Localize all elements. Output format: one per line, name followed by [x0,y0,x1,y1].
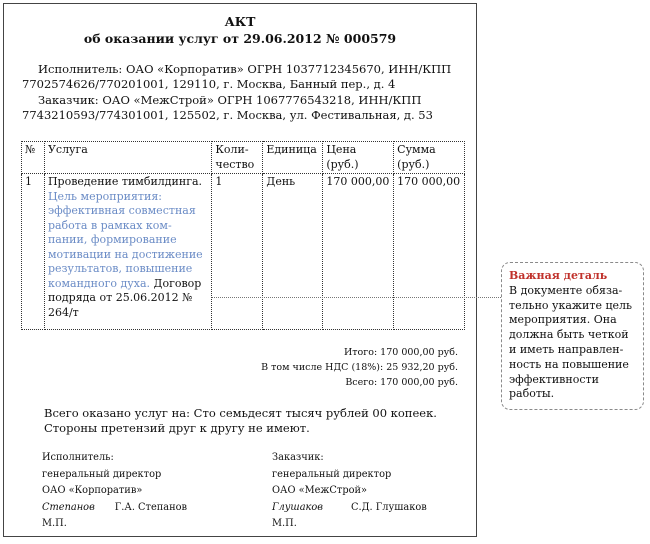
document-title: АКТ [224,14,256,29]
col-qty-header: Коли- чество [212,142,263,174]
customer-stamp: М.П. [272,518,297,529]
table-row [22,174,465,330]
customer-details [22,93,462,123]
col-service-header: Услуга [44,142,211,174]
customer-line-2: 7743210593/774301001, 125502, г. Москва, ул. Фестивальная, д. 53 [22,108,433,122]
executor-position: генеральный директор [42,468,162,480]
executor-signature-block [42,450,187,533]
col-sum-header: Сумма (руб.) [394,142,465,174]
important-note-callout [501,262,644,410]
executor-name: Г.А. Степанов [114,501,188,513]
grand-total-line: Всего: 170 000,00 руб. [345,377,458,388]
services-table [21,141,465,330]
col-price-header: Цена (руб.) [323,142,394,174]
total-line: Итого: 170 000,00 руб. [344,347,458,358]
customer-name: С.Д. Глушаков [350,501,427,513]
table-header-row [22,142,465,174]
row-price: 170 000,00 [323,174,394,330]
service-contract: Договор подряда от 25.06.2012 № 264/т [47,276,202,319]
row-sum: 170 000,00 [394,174,465,330]
executor-line-1: Исполнитель: ОАО «Корпоратив» ОГРН 1037712345670, ИНН/КПП [38,62,452,76]
note-heading: Важная деталь [509,269,608,282]
note-text: В документе обяза-тельно укажите цель мероприятия. Она должна быть четкой и иметь направлен-ность на повышение эффективности работы. [509,283,633,401]
service-title: Проведение тимбилдинга. [47,175,203,188]
executor-signature: Степанов [42,501,95,513]
row-service [44,174,211,330]
row-qty: 1 [212,174,263,330]
customer-org: ОАО «МежСтрой» [272,485,368,496]
customer-position: генеральный директор [272,468,392,480]
summary-text [44,406,464,436]
vat-line: В том числе НДС (18%): 25 932,20 руб. [261,362,458,373]
col-num-header: № [22,142,45,174]
executor-stamp: М.П. [42,518,67,529]
executor-label: Исполнитель: [42,452,114,463]
customer-label: Заказчик: [272,452,324,463]
callout-connector [212,297,501,298]
summary-line-1: Всего оказано услуг на: Сто семьдесят тысяч рублей 00 копеек. [44,406,437,420]
act-document [3,3,477,537]
row-unit: День [263,174,323,330]
summary-line-2: Стороны претензий друг к другу не имеют. [44,421,310,435]
executor-line-2: 7702574626/770201001, 129110, г. Москва, Банный пер., д. 4 [22,77,396,91]
executor-details [22,62,462,92]
customer-signature-block [272,450,427,533]
customer-line-1: Заказчик: ОАО «МежСтрой» ОГРН 1067776543218, ИНН/КПП [38,93,422,107]
col-unit-header: Единица [263,142,323,174]
row-num: 1 [22,174,45,330]
document-subtitle: об оказании услуг от 29.06.2012 № 000579 [83,31,397,46]
service-purpose: Цель мероприятия: эффективная совместная работа в рамках ком-пании, формирование мотивации на достижение результатов, повышение командного духа. [47,189,203,290]
customer-signature: Глушаков [272,501,323,513]
executor-org: ОАО «Корпоратив» [42,485,143,496]
